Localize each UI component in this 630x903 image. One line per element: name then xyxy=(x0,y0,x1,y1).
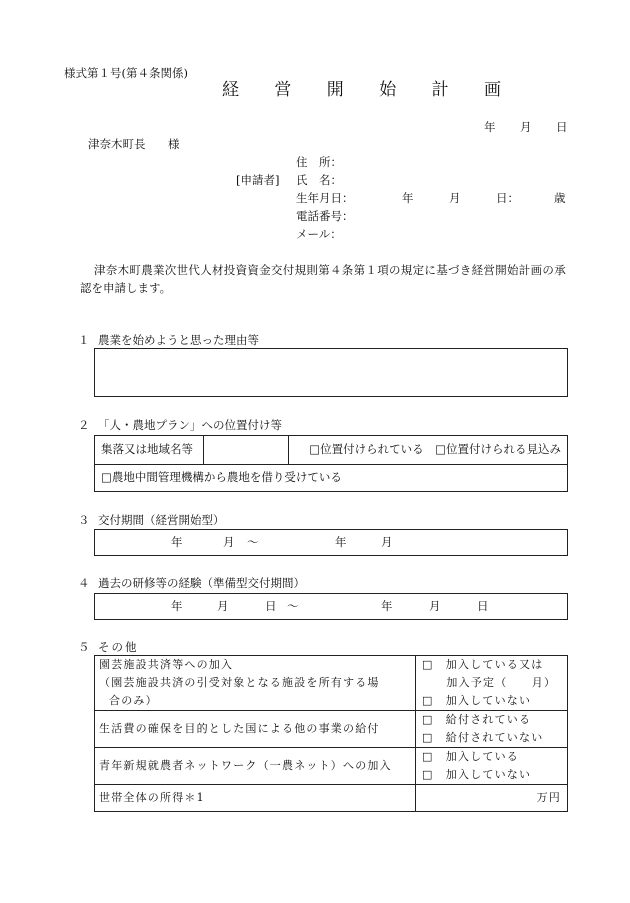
living-grant-label: 生活費の確保を目的とした国による他の事業の給付 xyxy=(99,722,380,736)
plan-position-table xyxy=(94,435,568,492)
address-label: 住 所： xyxy=(296,155,342,169)
table-row xyxy=(95,748,568,785)
date-day: 日 xyxy=(556,120,568,134)
date-month: 月 xyxy=(520,120,532,134)
section-2-title: 「人・農地プラン」への位置付け等 xyxy=(98,418,282,432)
income-unit: 万円 xyxy=(536,791,561,805)
section-1-number: １ xyxy=(78,333,90,347)
page-title: 経 営 開 始 計 画 xyxy=(222,80,517,100)
birth-month: 月 xyxy=(449,191,461,205)
date-year: 年 xyxy=(484,120,496,134)
insurance-option: 加入予定（ 月） xyxy=(422,676,557,689)
table-row xyxy=(95,656,568,711)
phone-label: 電話番号： xyxy=(296,209,354,223)
form-number: 様式第１号(第４条関係) xyxy=(64,66,188,80)
training-end-day: 日 xyxy=(477,599,489,613)
grant-end-month: 月 xyxy=(381,535,393,549)
network-label-cell xyxy=(95,748,416,785)
village-label-cell xyxy=(95,436,204,465)
section-5-title: その他 xyxy=(98,640,139,654)
insurance-option[interactable]: □ 加入している又は xyxy=(422,658,544,671)
network-option[interactable]: □ 加入している xyxy=(422,750,519,763)
section-5-number: ５ xyxy=(78,640,90,654)
grant-period-tilde: ～ xyxy=(247,535,259,549)
section-4-number: ４ xyxy=(78,576,90,590)
training-period-tilde: ～ xyxy=(287,599,299,613)
training-start-day: 日 xyxy=(265,599,277,613)
addressee: 津奈木町長 xyxy=(88,137,146,151)
insurance-option[interactable]: □ 加入していない xyxy=(422,694,532,707)
insurance-options-cell[interactable] xyxy=(416,656,568,711)
age-unit: 歳 xyxy=(554,191,566,205)
insurance-label-line: 園芸施設共済等への加入 xyxy=(99,658,234,671)
income-label: 世帯全体の所得＊1 xyxy=(99,791,205,805)
other-table xyxy=(94,655,568,812)
insurance-label-cell xyxy=(95,656,416,711)
network-label: 青年新規就農者ネットワーク（一農ネット）への加入 xyxy=(99,759,392,773)
plan-position-options[interactable] xyxy=(289,436,568,465)
birth-date-label: 生年月日： xyxy=(296,191,354,205)
honorific: 様 xyxy=(168,137,180,151)
section-4-title: 過去の研修等の経験（準備型交付期間） xyxy=(98,576,305,590)
birth-year: 年 xyxy=(402,191,414,205)
insurance-label-line: 合のみ） xyxy=(109,694,158,707)
section-1-title: 農業を始めようと思った理由等 xyxy=(98,333,259,347)
plan-position-options-text: □位置付けられている □位置付けられる見込み xyxy=(309,442,561,457)
section-3-number: ３ xyxy=(78,513,90,527)
applicant-label: [申請者] xyxy=(236,173,280,187)
income-input-cell[interactable] xyxy=(416,785,568,812)
living-grant-option[interactable]: □ 給付されている xyxy=(422,713,532,726)
section-3-title: 交付期間（経営開始型） xyxy=(98,513,225,527)
living-grant-label-cell xyxy=(95,711,416,748)
living-grant-options-cell[interactable] xyxy=(416,711,568,748)
intro-line-1: 津奈木町農業次世代人材投資資金交付規則第４条第１項の規定に基づき経営開始計画の承 xyxy=(94,263,566,277)
village-input-cell[interactable] xyxy=(204,436,289,465)
birth-day: 日： xyxy=(496,191,519,205)
lease-option-text: □農地中間管理機構から農地を借り受けている xyxy=(101,470,342,485)
training-end-month: 月 xyxy=(429,599,441,613)
training-period-box[interactable] xyxy=(94,593,568,620)
training-start-month: 月 xyxy=(217,599,229,613)
grant-start-year: 年 xyxy=(171,535,183,549)
living-grant-option[interactable]: □ 給付されていない xyxy=(422,731,544,744)
table-row xyxy=(95,785,568,812)
grant-period-box[interactable] xyxy=(94,529,568,556)
lease-option-cell[interactable] xyxy=(95,465,568,492)
training-end-year: 年 xyxy=(381,599,393,613)
network-options-cell[interactable] xyxy=(416,748,568,785)
network-option[interactable]: □ 加入していない xyxy=(422,768,532,781)
training-start-year: 年 xyxy=(171,599,183,613)
email-label: メール： xyxy=(296,227,342,241)
grant-end-year: 年 xyxy=(335,535,347,549)
village-label: 集落又は地域名等 xyxy=(101,442,193,457)
grant-start-month: 月 xyxy=(223,535,235,549)
section-2-number: ２ xyxy=(78,418,90,432)
table-row xyxy=(95,711,568,748)
name-label: 氏 名： xyxy=(296,173,342,187)
insurance-label-line: （園芸施設共済の引受対象となる施設を所有する場 xyxy=(99,676,380,689)
income-label-cell xyxy=(95,785,416,812)
intro-line-2: 認を申請します。 xyxy=(80,281,172,295)
reason-textbox[interactable] xyxy=(94,348,568,397)
